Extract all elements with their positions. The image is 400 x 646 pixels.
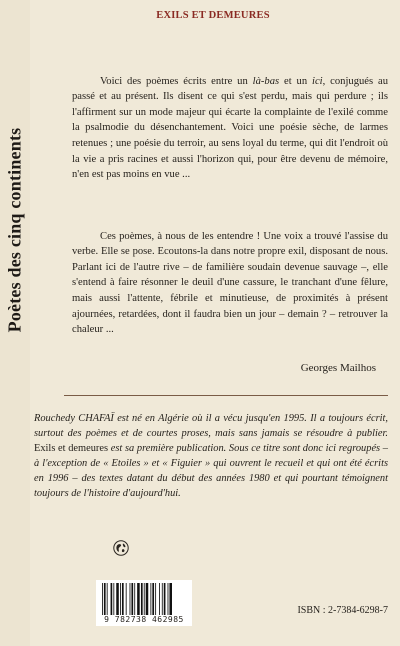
barcode-bars [100,583,188,615]
isbn-number: ISBN : 2-7384-6298-7 [297,605,388,616]
signature-author: Georges Mailhos [300,362,376,374]
globe-logo-icon [113,540,129,556]
author-bio: Rouchedy CHAFAÏ est né en Algérie où il a vécu jusqu'en 1995. Il a toujours écrit, surtout des poèmes et de courtes proses, mais sans jamais se résoudre à publier. Exils et demeures est sa première publication. Sous ce titre sont donc ici regroupés – à l'exception de « Etoiles » et « Figuier » qui ouvrent le recueil et qui ont été écrits en 1996 – des textes datant du début des années 1980 et qui pourtant témoignent toujours de l'histoire d'aujourd'hui. [34,413,388,499]
intro-paragraph-1: Voici des poèmes écrits entre un là-bas et un ici, conjugués au passé et au présent. Ils disent ce qui s'est perdu, mais qui perdure ; ils l'affirment sur un mode majeur qui écarte la complainte de l'exilé comme la psalmodie du désenchantement. Voici une poésie sèche, de larmes retenues ; une poésie du terroir, au sens loyal du terme, qui dit l'endroit où la vie a pris racines et aussi l'horizon qui, pour être devenu de mémoire, n'en est pas moins en vue ... [72,75,388,181]
barcode-number: 9 782738 462985 [104,615,184,624]
book-title-header: EXILS ET DEMEURES [156,10,270,21]
barcode [96,580,192,626]
section-divider [64,395,388,396]
series-title-vertical: Poètes des cinq continents [4,127,25,333]
spine-band [0,0,30,646]
intro-paragraph-2: Ces poèmes, à nous de les entendre ! Une voix a trouvé l'assise du verbe. Elle se pose. Ecoutons-la dans notre propre exil, disposant de nous. Parlant ici de l'autre rive – de familière soudain devenue sauvage –, elle s'entend à faire résonner le deuil d'une cassure, le tranchant d'une fêlure, mais aussi l'attente, fébrile et minutieuse, de proximités à présent ajournées, retardées, dont il faudra bien un jour – demain ? – retrouver la chaleur ... [72,230,388,336]
back-cover-content [32,0,394,646]
